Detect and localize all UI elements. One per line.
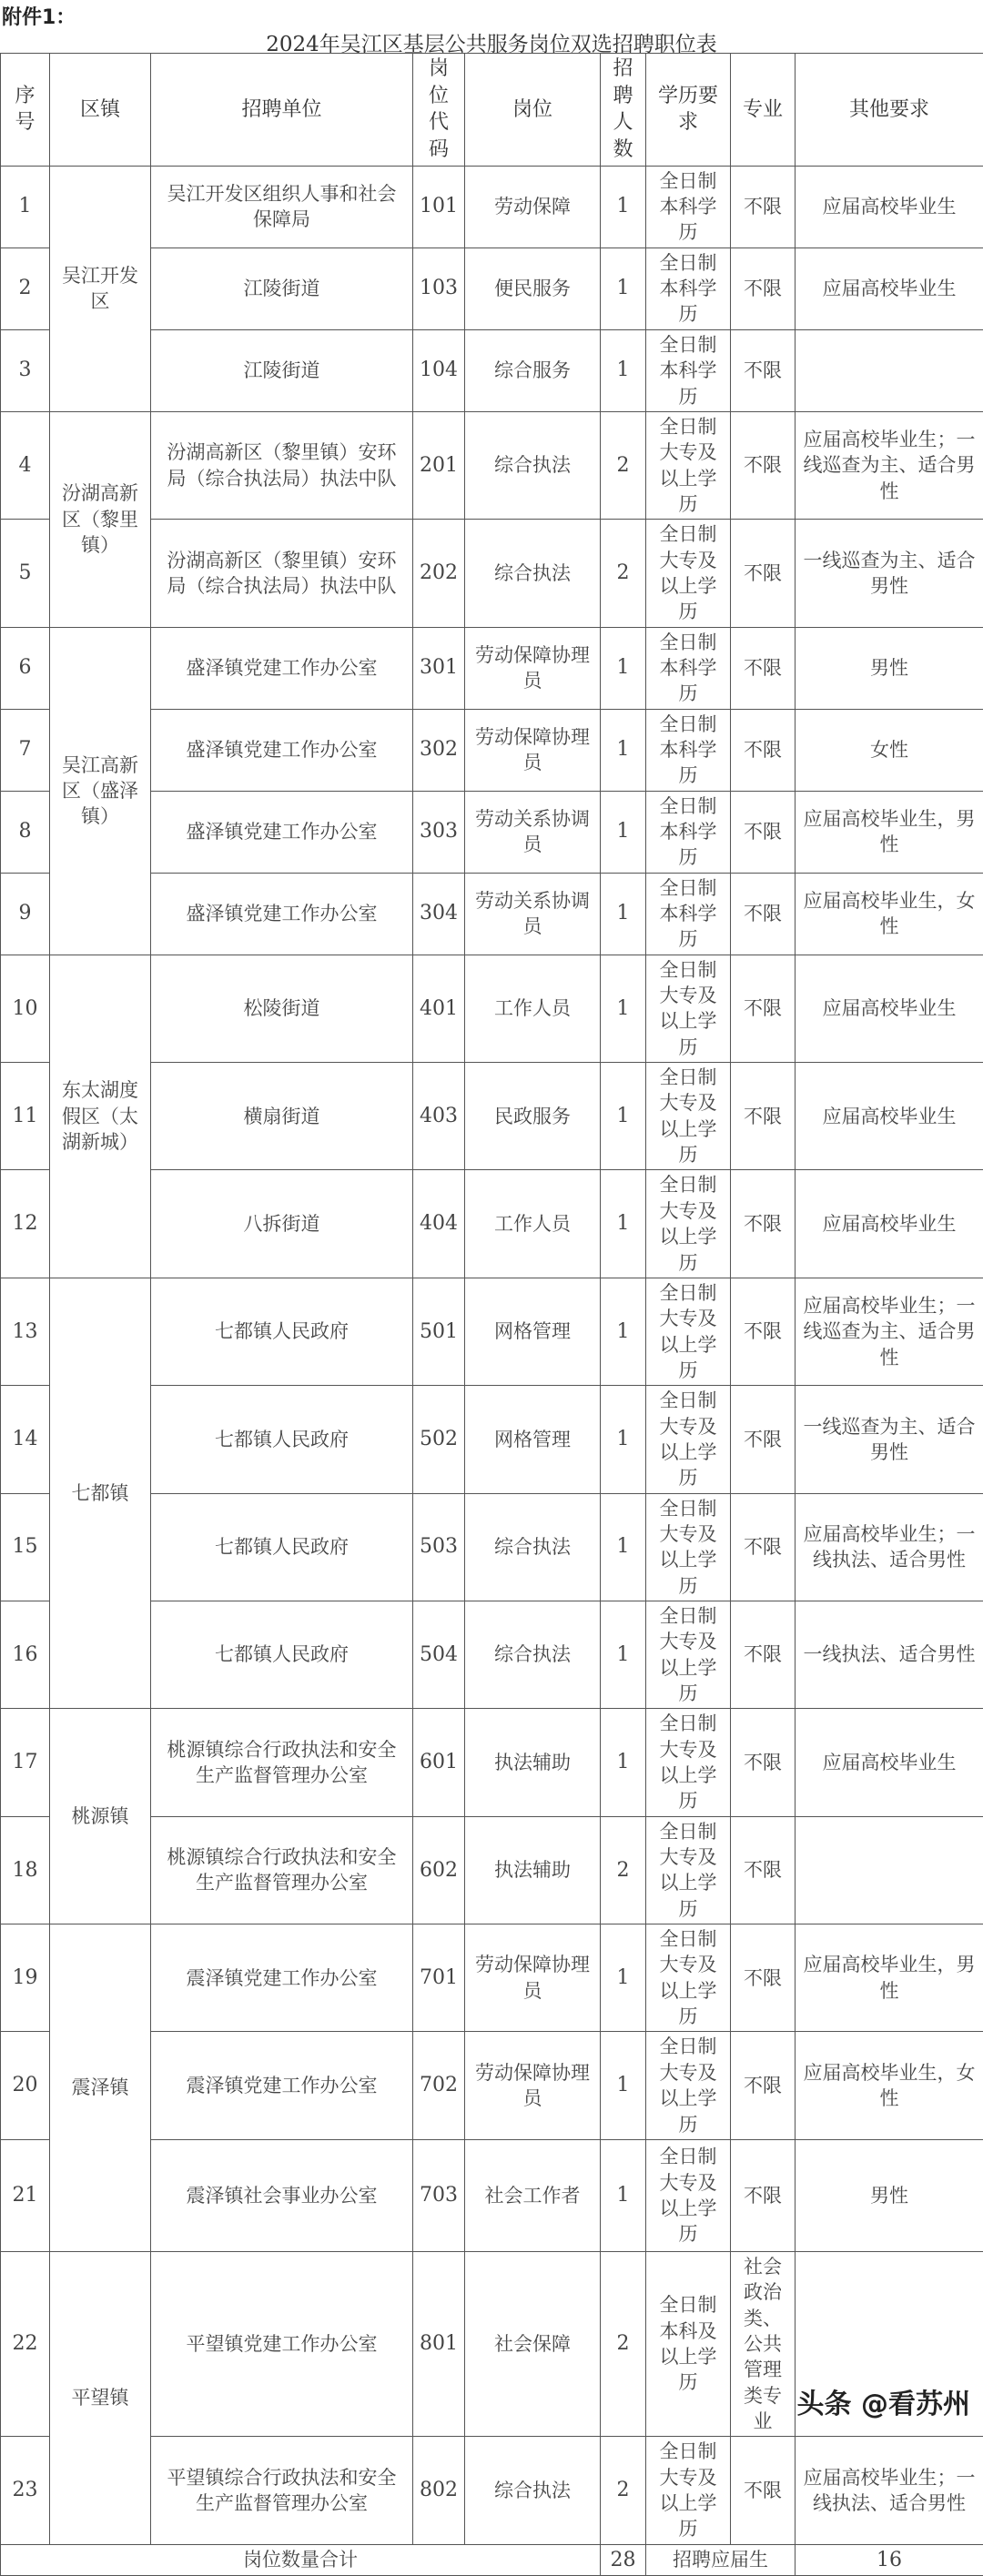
education-requirement: 全日制大专及以上学历 (646, 955, 731, 1062)
education-requirement: 全日制大专及以上学历 (646, 1063, 731, 1170)
recruiting-unit: 七都镇人民政府 (151, 1493, 413, 1601)
post-name: 综合执法 (465, 411, 601, 519)
graduate-count: 16 (796, 2544, 983, 2576)
recruit-count: 1 (601, 1709, 646, 1816)
post-code: 801 (413, 2251, 465, 2436)
recruiting-unit: 横扇街道 (151, 1063, 413, 1170)
row-number: 2 (1, 247, 50, 329)
other-requirements: 一线巡查为主、适合男性 (796, 1386, 983, 1493)
row-number: 22 (1, 2251, 50, 2436)
post-code: 802 (413, 2437, 465, 2544)
district-cell: 震泽镇 (50, 1924, 151, 2252)
post-code: 302 (413, 709, 465, 791)
major-requirement: 不限 (731, 709, 796, 791)
recruit-count: 1 (601, 1170, 646, 1278)
row-number: 13 (1, 1278, 50, 1385)
row-number: 21 (1, 2139, 50, 2251)
recruit-count: 1 (601, 329, 646, 411)
post-name: 执法辅助 (465, 1816, 601, 1924)
row-number: 17 (1, 1709, 50, 1816)
post-code: 101 (413, 166, 465, 247)
post-name: 社会保障 (465, 2251, 601, 2436)
education-requirement: 全日制大专及以上学历 (646, 1386, 731, 1493)
page-title: 2024年吴江区基层公共服务岗位双选招聘职位表 (0, 27, 983, 57)
recruiting-unit: 八拆街道 (151, 1170, 413, 1278)
other-requirements: 应届高校毕业生 (796, 247, 983, 329)
row-number: 3 (1, 329, 50, 411)
district-cell: 吴江高新区（盛泽镇） (50, 627, 151, 955)
education-requirement: 全日制本科学历 (646, 247, 731, 329)
major-requirement: 不限 (731, 955, 796, 1062)
post-code: 301 (413, 627, 465, 709)
post-name: 综合执法 (465, 520, 601, 627)
education-requirement: 全日制本科学历 (646, 166, 731, 247)
education-requirement: 全日制本科学历 (646, 329, 731, 411)
post-code: 601 (413, 1709, 465, 1816)
education-requirement: 全日制大专及以上学历 (646, 2139, 731, 2251)
major-requirement: 不限 (731, 1924, 796, 2032)
major-requirement: 不限 (731, 2032, 796, 2139)
education-requirement: 全日制大专及以上学历 (646, 520, 731, 627)
other-requirements: 一线执法、适合男性 (796, 1601, 983, 1708)
table-row (1, 1924, 983, 2032)
row-number: 5 (1, 520, 50, 627)
major-requirement: 不限 (731, 1170, 796, 1278)
recruiting-unit: 汾湖高新区（黎里镇）安环局（综合执法局）执法中队 (151, 520, 413, 627)
header-district: 区镇 (50, 54, 151, 167)
education-requirement: 全日制大专及以上学历 (646, 1278, 731, 1385)
recruit-count: 2 (601, 411, 646, 519)
row-number: 23 (1, 2437, 50, 2544)
recruiting-unit: 盛泽镇党建工作办公室 (151, 873, 413, 955)
post-name: 执法辅助 (465, 1709, 601, 1816)
education-requirement: 全日制大专及以上学历 (646, 1924, 731, 2032)
job-table (0, 53, 983, 2576)
recruiting-unit: 桃源镇综合行政执法和安全生产监督管理办公室 (151, 1709, 413, 1816)
recruit-count: 1 (601, 627, 646, 709)
major-requirement: 不限 (731, 2437, 796, 2544)
other-requirements: 应届高校毕业生 (796, 166, 983, 247)
other-requirements: 应届高校毕业生；一线执法、适合男性 (796, 2437, 983, 2544)
education-requirement: 全日制大专及以上学历 (646, 411, 731, 519)
recruiting-unit: 七都镇人民政府 (151, 1601, 413, 1708)
other-requirements: 应届高校毕业生，女性 (796, 2032, 983, 2139)
other-requirements: 应届高校毕业生 (796, 1063, 983, 1170)
other-requirements: 应届高校毕业生，男性 (796, 791, 983, 873)
major-requirement: 不限 (731, 1386, 796, 1493)
recruiting-unit: 七都镇人民政府 (151, 1386, 413, 1493)
other-requirements: 男性 (796, 627, 983, 709)
header-post: 岗位 (465, 54, 601, 167)
district-cell: 桃源镇 (50, 1709, 151, 1924)
post-code: 701 (413, 1924, 465, 2032)
graduate-label: 招聘应届生 (646, 2544, 796, 2576)
post-name: 综合执法 (465, 2437, 601, 2544)
other-requirements: 应届高校毕业生；一线巡查为主、适合男性 (796, 411, 983, 519)
header-education: 学历要求 (646, 54, 731, 167)
recruit-count: 1 (601, 1278, 646, 1385)
education-requirement: 全日制大专及以上学历 (646, 1493, 731, 1601)
education-requirement: 全日制本科及以上学历 (646, 2251, 731, 2436)
attachment-label: 附件1： (2, 2, 76, 30)
major-requirement: 不限 (731, 1709, 796, 1816)
post-name: 便民服务 (465, 247, 601, 329)
post-code: 404 (413, 1170, 465, 1278)
district-cell: 东太湖度假区（太湖新城） (50, 955, 151, 1278)
post-code: 304 (413, 873, 465, 955)
header-major: 专业 (731, 54, 796, 167)
major-requirement: 不限 (731, 520, 796, 627)
header-other: 其他要求 (796, 54, 983, 167)
recruit-count: 2 (601, 2437, 646, 2544)
header-unit: 招聘单位 (151, 54, 413, 167)
watermark: 头条 @看苏州 (797, 2381, 970, 2421)
other-requirements: 应届高校毕业生 (796, 1170, 983, 1278)
header-count: 招聘人数 (601, 54, 646, 167)
table-row (1, 1709, 983, 1816)
row-number: 18 (1, 1816, 50, 1924)
post-code: 103 (413, 247, 465, 329)
post-code: 503 (413, 1493, 465, 1601)
row-number: 4 (1, 411, 50, 519)
major-requirement: 不限 (731, 791, 796, 873)
table-row (1, 411, 983, 519)
recruit-count: 1 (601, 1386, 646, 1493)
other-requirements: 男性 (796, 2139, 983, 2251)
total-count: 28 (601, 2544, 646, 2576)
recruit-count: 2 (601, 520, 646, 627)
other-requirements: 应届高校毕业生；一线巡查为主、适合男性 (796, 1278, 983, 1385)
row-number: 11 (1, 1063, 50, 1170)
row-number: 1 (1, 166, 50, 247)
other-requirements: 应届高校毕业生，女性 (796, 873, 983, 955)
post-name: 综合服务 (465, 329, 601, 411)
post-code: 303 (413, 791, 465, 873)
post-code: 702 (413, 2032, 465, 2139)
row-number: 15 (1, 1493, 50, 1601)
major-requirement: 不限 (731, 1816, 796, 1924)
other-requirements: 女性 (796, 709, 983, 791)
post-code: 703 (413, 2139, 465, 2251)
post-code: 403 (413, 1063, 465, 1170)
post-code: 602 (413, 1816, 465, 1924)
post-name: 综合执法 (465, 1601, 601, 1708)
education-requirement: 全日制大专及以上学历 (646, 2437, 731, 2544)
row-number: 14 (1, 1386, 50, 1493)
recruiting-unit: 松陵街道 (151, 955, 413, 1062)
post-name: 网格管理 (465, 1386, 601, 1493)
post-code: 501 (413, 1278, 465, 1385)
major-requirement: 不限 (731, 411, 796, 519)
education-requirement: 全日制大专及以上学历 (646, 1816, 731, 1924)
major-requirement: 不限 (731, 329, 796, 411)
row-number: 20 (1, 2032, 50, 2139)
major-requirement: 社会政治类、公共管理类专业 (731, 2251, 796, 2436)
post-code: 504 (413, 1601, 465, 1708)
recruit-count: 1 (601, 873, 646, 955)
education-requirement: 全日制本科学历 (646, 791, 731, 873)
post-name: 社会工作者 (465, 2139, 601, 2251)
total-row (1, 2544, 983, 2576)
row-number: 16 (1, 1601, 50, 1708)
post-code: 202 (413, 520, 465, 627)
recruiting-unit: 震泽镇社会事业办公室 (151, 2139, 413, 2251)
post-name: 工作人员 (465, 955, 601, 1062)
recruiting-unit: 吴江开发区组织人事和社会保障局 (151, 166, 413, 247)
recruiting-unit: 汾湖高新区（黎里镇）安环局（综合执法局）执法中队 (151, 411, 413, 519)
major-requirement: 不限 (731, 627, 796, 709)
row-number: 10 (1, 955, 50, 1062)
district-cell: 平望镇 (50, 2251, 151, 2544)
major-requirement: 不限 (731, 2139, 796, 2251)
recruit-count: 1 (601, 1601, 646, 1708)
recruiting-unit: 震泽镇党建工作办公室 (151, 2032, 413, 2139)
education-requirement: 全日制本科学历 (646, 709, 731, 791)
header-code: 岗位代码 (413, 54, 465, 167)
recruiting-unit: 盛泽镇党建工作办公室 (151, 627, 413, 709)
table-row (1, 166, 983, 247)
education-requirement: 全日制大专及以上学历 (646, 1709, 731, 1816)
education-requirement: 全日制大专及以上学历 (646, 1170, 731, 1278)
post-name: 工作人员 (465, 1170, 601, 1278)
recruit-count: 2 (601, 2251, 646, 2436)
recruit-count: 1 (601, 2032, 646, 2139)
major-requirement: 不限 (731, 1063, 796, 1170)
post-name: 劳动保障协理员 (465, 627, 601, 709)
post-name: 劳动关系协调员 (465, 873, 601, 955)
post-code: 104 (413, 329, 465, 411)
district-cell: 七都镇 (50, 1278, 151, 1709)
education-requirement: 全日制本科学历 (646, 627, 731, 709)
education-requirement: 全日制大专及以上学历 (646, 2032, 731, 2139)
other-requirements (796, 329, 983, 411)
recruit-count: 1 (601, 1924, 646, 2032)
district-cell: 吴江开发区 (50, 166, 151, 411)
post-name: 网格管理 (465, 1278, 601, 1385)
recruit-count: 1 (601, 955, 646, 1062)
recruiting-unit: 七都镇人民政府 (151, 1278, 413, 1385)
recruit-count: 1 (601, 166, 646, 247)
post-name: 民政服务 (465, 1063, 601, 1170)
post-name: 劳动关系协调员 (465, 791, 601, 873)
post-name: 劳动保障协理员 (465, 1924, 601, 2032)
post-name: 劳动保障协理员 (465, 2032, 601, 2139)
major-requirement: 不限 (731, 247, 796, 329)
major-requirement: 不限 (731, 166, 796, 247)
recruiting-unit: 江陵街道 (151, 247, 413, 329)
table-row (1, 955, 983, 1062)
major-requirement: 不限 (731, 1278, 796, 1385)
other-requirements (796, 1816, 983, 1924)
row-number: 8 (1, 791, 50, 873)
other-requirements: 应届高校毕业生，男性 (796, 1924, 983, 2032)
recruiting-unit: 盛泽镇党建工作办公室 (151, 709, 413, 791)
education-requirement: 全日制本科学历 (646, 873, 731, 955)
total-label: 岗位数量合计 (1, 2544, 601, 2576)
other-requirements: 应届高校毕业生 (796, 955, 983, 1062)
row-number: 9 (1, 873, 50, 955)
row-number: 12 (1, 1170, 50, 1278)
table-row (1, 627, 983, 709)
other-requirements: 应届高校毕业生；一线执法、适合男性 (796, 1493, 983, 1601)
major-requirement: 不限 (731, 873, 796, 955)
district-cell: 汾湖高新区（黎里镇） (50, 411, 151, 627)
recruiting-unit: 震泽镇党建工作办公室 (151, 1924, 413, 2032)
major-requirement: 不限 (731, 1601, 796, 1708)
row-number: 6 (1, 627, 50, 709)
post-name: 劳动保障协理员 (465, 709, 601, 791)
recruit-count: 1 (601, 1063, 646, 1170)
header-row (1, 54, 983, 167)
other-requirements: 一线巡查为主、适合男性 (796, 520, 983, 627)
recruiting-unit: 江陵街道 (151, 329, 413, 411)
recruit-count: 1 (601, 247, 646, 329)
post-code: 401 (413, 955, 465, 1062)
recruiting-unit: 平望镇综合行政执法和安全生产监督管理办公室 (151, 2437, 413, 2544)
table-row (1, 1278, 983, 1385)
other-requirements: 应届高校毕业生 (796, 1709, 983, 1816)
post-name: 综合执法 (465, 1493, 601, 1601)
row-number: 7 (1, 709, 50, 791)
recruit-count: 1 (601, 1493, 646, 1601)
recruiting-unit: 平望镇党建工作办公室 (151, 2251, 413, 2436)
recruit-count: 1 (601, 709, 646, 791)
recruit-count: 1 (601, 2139, 646, 2251)
post-code: 502 (413, 1386, 465, 1493)
post-name: 劳动保障 (465, 166, 601, 247)
post-code: 201 (413, 411, 465, 519)
major-requirement: 不限 (731, 1493, 796, 1601)
recruiting-unit: 桃源镇综合行政执法和安全生产监督管理办公室 (151, 1816, 413, 1924)
education-requirement: 全日制大专及以上学历 (646, 1601, 731, 1708)
row-number: 19 (1, 1924, 50, 2032)
header-no: 序号 (1, 54, 50, 167)
recruiting-unit: 盛泽镇党建工作办公室 (151, 791, 413, 873)
recruit-count: 1 (601, 791, 646, 873)
recruit-count: 2 (601, 1816, 646, 1924)
